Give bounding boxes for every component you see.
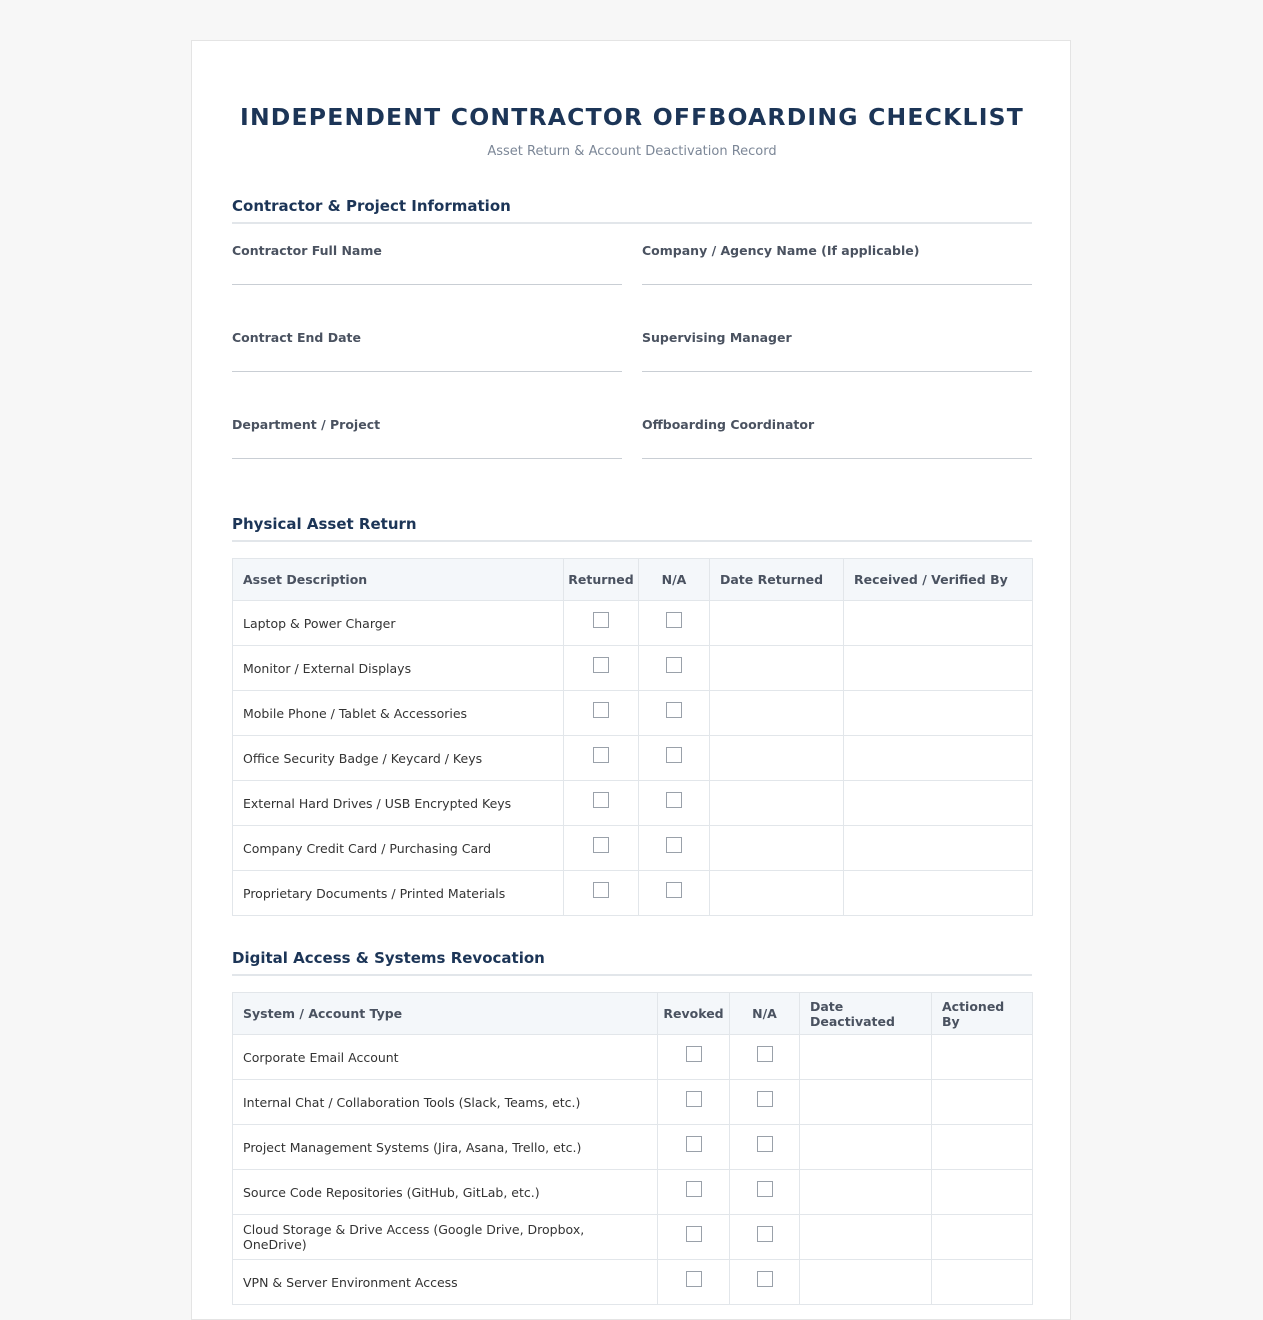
- checkbox-cell: [658, 1035, 730, 1080]
- field-label: Department / Project: [232, 417, 381, 432]
- checkbox-cell: [564, 736, 639, 781]
- column-header: Received / Verified By: [844, 559, 1033, 601]
- done-checkbox[interactable]: [686, 1046, 702, 1062]
- checkbox-cell: [730, 1125, 800, 1170]
- na-checkbox[interactable]: [666, 747, 682, 763]
- date-cell[interactable]: [800, 1080, 932, 1125]
- document-page: [191, 40, 1071, 1320]
- done-checkbox[interactable]: [593, 837, 609, 853]
- table-row: [233, 646, 1033, 691]
- checkbox-cell: [658, 1260, 730, 1305]
- date-cell[interactable]: [800, 1215, 932, 1260]
- system-item-label: Corporate Email Account: [233, 1035, 658, 1080]
- na-checkbox[interactable]: [757, 1271, 773, 1287]
- field-label: Contract End Date: [232, 330, 361, 345]
- system-item-label: Source Code Repositories (GitHub, GitLab, etc.): [233, 1170, 658, 1215]
- signoff-cell[interactable]: [844, 826, 1033, 871]
- system-item-label: Project Management Systems (Jira, Asana, Trello, etc.): [233, 1125, 658, 1170]
- table-row: [233, 1035, 1033, 1080]
- date-cell[interactable]: [800, 1035, 932, 1080]
- done-checkbox[interactable]: [593, 702, 609, 718]
- field-label: Supervising Manager: [642, 330, 792, 345]
- column-header: Date Returned: [710, 559, 844, 601]
- table-row: [233, 871, 1033, 916]
- field-contract-end-date[interactable]: [232, 330, 622, 345]
- section-heading-info: Contractor & Project Information: [232, 197, 1032, 224]
- page-subtitle: Asset Return & Account Deactivation Record: [487, 144, 777, 159]
- field-label: Contractor Full Name: [232, 243, 382, 258]
- signoff-cell[interactable]: [844, 781, 1033, 826]
- checkbox-cell: [564, 781, 639, 826]
- system-item-label: Internal Chat / Collaboration Tools (Slack, Teams, etc.): [233, 1080, 658, 1125]
- field-input-line[interactable]: [642, 371, 1032, 372]
- na-checkbox[interactable]: [666, 792, 682, 808]
- checkbox-cell: [730, 1080, 800, 1125]
- date-cell[interactable]: [710, 691, 844, 736]
- checkbox-cell: [639, 691, 710, 736]
- column-header: System / Account Type: [233, 993, 658, 1035]
- asset-item-label: Monitor / External Displays: [233, 646, 564, 691]
- signoff-cell[interactable]: [932, 1035, 1033, 1080]
- system-item-label: Cloud Storage & Drive Access (Google Drive, Dropbox, OneDrive): [233, 1215, 658, 1260]
- column-header: N/A: [639, 559, 710, 601]
- section-heading-physical: Physical Asset Return: [232, 515, 1032, 542]
- table-row: [233, 1080, 1033, 1125]
- checkbox-cell: [564, 826, 639, 871]
- asset-item-label: Proprietary Documents / Printed Materials: [233, 871, 564, 916]
- done-checkbox[interactable]: [593, 792, 609, 808]
- signoff-cell[interactable]: [844, 871, 1033, 916]
- signoff-cell[interactable]: [844, 691, 1033, 736]
- checkbox-cell: [730, 1170, 800, 1215]
- done-checkbox[interactable]: [686, 1181, 702, 1197]
- field-supervising-manager[interactable]: [642, 330, 1032, 345]
- checkbox-cell: [658, 1215, 730, 1260]
- signoff-cell[interactable]: [844, 601, 1033, 646]
- checkbox-cell: [639, 871, 710, 916]
- checkbox-cell: [639, 736, 710, 781]
- table-row: [233, 1260, 1033, 1305]
- checkbox-cell: [730, 1035, 800, 1080]
- date-cell[interactable]: [710, 646, 844, 691]
- table-row: [233, 691, 1033, 736]
- digital-access-table: [232, 992, 1033, 1305]
- checkbox-cell: [658, 1125, 730, 1170]
- date-cell[interactable]: [800, 1170, 932, 1215]
- na-checkbox[interactable]: [666, 657, 682, 673]
- field-company-name[interactable]: [642, 243, 1032, 258]
- na-checkbox[interactable]: [757, 1091, 773, 1107]
- asset-item-label: Company Credit Card / Purchasing Card: [233, 826, 564, 871]
- field-input-line[interactable]: [232, 371, 622, 372]
- table-row: [233, 826, 1033, 871]
- column-header: N/A: [730, 993, 800, 1035]
- done-checkbox[interactable]: [686, 1091, 702, 1107]
- done-checkbox[interactable]: [686, 1271, 702, 1287]
- field-label: Offboarding Coordinator: [642, 417, 815, 432]
- table-header-row: [233, 993, 1033, 1035]
- section-heading-digital: Digital Access & Systems Revocation: [232, 949, 1032, 976]
- date-cell[interactable]: [800, 1260, 932, 1305]
- table-header-row: [233, 559, 1033, 601]
- na-checkbox[interactable]: [666, 837, 682, 853]
- table-row: [233, 736, 1033, 781]
- checkbox-cell: [564, 601, 639, 646]
- date-cell[interactable]: [710, 601, 844, 646]
- field-label: Company / Agency Name (If applicable): [642, 243, 920, 258]
- checkbox-cell: [639, 826, 710, 871]
- table-row: [233, 601, 1033, 646]
- na-checkbox[interactable]: [757, 1046, 773, 1062]
- asset-item-label: Office Security Badge / Keycard / Keys: [233, 736, 564, 781]
- date-cell[interactable]: [710, 781, 844, 826]
- done-checkbox[interactable]: [686, 1226, 702, 1242]
- column-header: Actioned By: [932, 993, 1033, 1035]
- date-cell[interactable]: [710, 871, 844, 916]
- checkbox-cell: [730, 1260, 800, 1305]
- na-checkbox[interactable]: [666, 882, 682, 898]
- done-checkbox[interactable]: [593, 882, 609, 898]
- signoff-cell[interactable]: [932, 1215, 1033, 1260]
- checkbox-cell: [639, 601, 710, 646]
- signoff-cell[interactable]: [932, 1170, 1033, 1215]
- table-row: [233, 1170, 1033, 1215]
- checkbox-cell: [639, 781, 710, 826]
- field-contractor-name[interactable]: [232, 243, 622, 258]
- checkbox-cell: [564, 871, 639, 916]
- table-row: [233, 1215, 1033, 1260]
- checkbox-cell: [564, 646, 639, 691]
- column-header: Revoked: [658, 993, 730, 1035]
- table-row: [233, 781, 1033, 826]
- asset-item-label: External Hard Drives / USB Encrypted Keys: [233, 781, 564, 826]
- na-checkbox[interactable]: [757, 1226, 773, 1242]
- checkbox-cell: [639, 646, 710, 691]
- asset-item-label: Mobile Phone / Tablet & Accessories: [233, 691, 564, 736]
- physical-asset-table: [232, 558, 1033, 916]
- system-item-label: VPN & Server Environment Access: [233, 1260, 658, 1305]
- field-input-line[interactable]: [642, 458, 1032, 459]
- page-title: INDEPENDENT CONTRACTOR OFFBOARDING CHECKLIST: [240, 103, 1024, 131]
- done-checkbox[interactable]: [686, 1136, 702, 1152]
- date-cell[interactable]: [710, 736, 844, 781]
- checkbox-cell: [564, 691, 639, 736]
- asset-item-label: Laptop & Power Charger: [233, 601, 564, 646]
- signoff-cell[interactable]: [932, 1125, 1033, 1170]
- done-checkbox[interactable]: [593, 747, 609, 763]
- checkbox-cell: [730, 1215, 800, 1260]
- done-checkbox[interactable]: [593, 657, 609, 673]
- date-cell[interactable]: [710, 826, 844, 871]
- field-department-project[interactable]: [232, 417, 622, 432]
- date-cell[interactable]: [800, 1125, 932, 1170]
- field-input-line[interactable]: [642, 284, 1032, 285]
- column-header: Asset Description: [233, 559, 564, 601]
- table-row: [233, 1125, 1033, 1170]
- signoff-cell[interactable]: [932, 1260, 1033, 1305]
- checkbox-cell: [658, 1080, 730, 1125]
- field-offboarding-coordinator[interactable]: [642, 417, 1032, 432]
- na-checkbox[interactable]: [757, 1136, 773, 1152]
- checkbox-cell: [658, 1170, 730, 1215]
- column-header: Date Deactivated: [800, 993, 932, 1035]
- signoff-cell[interactable]: [844, 646, 1033, 691]
- na-checkbox[interactable]: [666, 612, 682, 628]
- column-header: Returned: [564, 559, 639, 601]
- na-checkbox[interactable]: [757, 1181, 773, 1197]
- field-input-line[interactable]: [232, 284, 622, 285]
- field-input-line[interactable]: [232, 458, 622, 459]
- signoff-cell[interactable]: [932, 1080, 1033, 1125]
- na-checkbox[interactable]: [666, 702, 682, 718]
- signoff-cell[interactable]: [844, 736, 1033, 781]
- done-checkbox[interactable]: [593, 612, 609, 628]
